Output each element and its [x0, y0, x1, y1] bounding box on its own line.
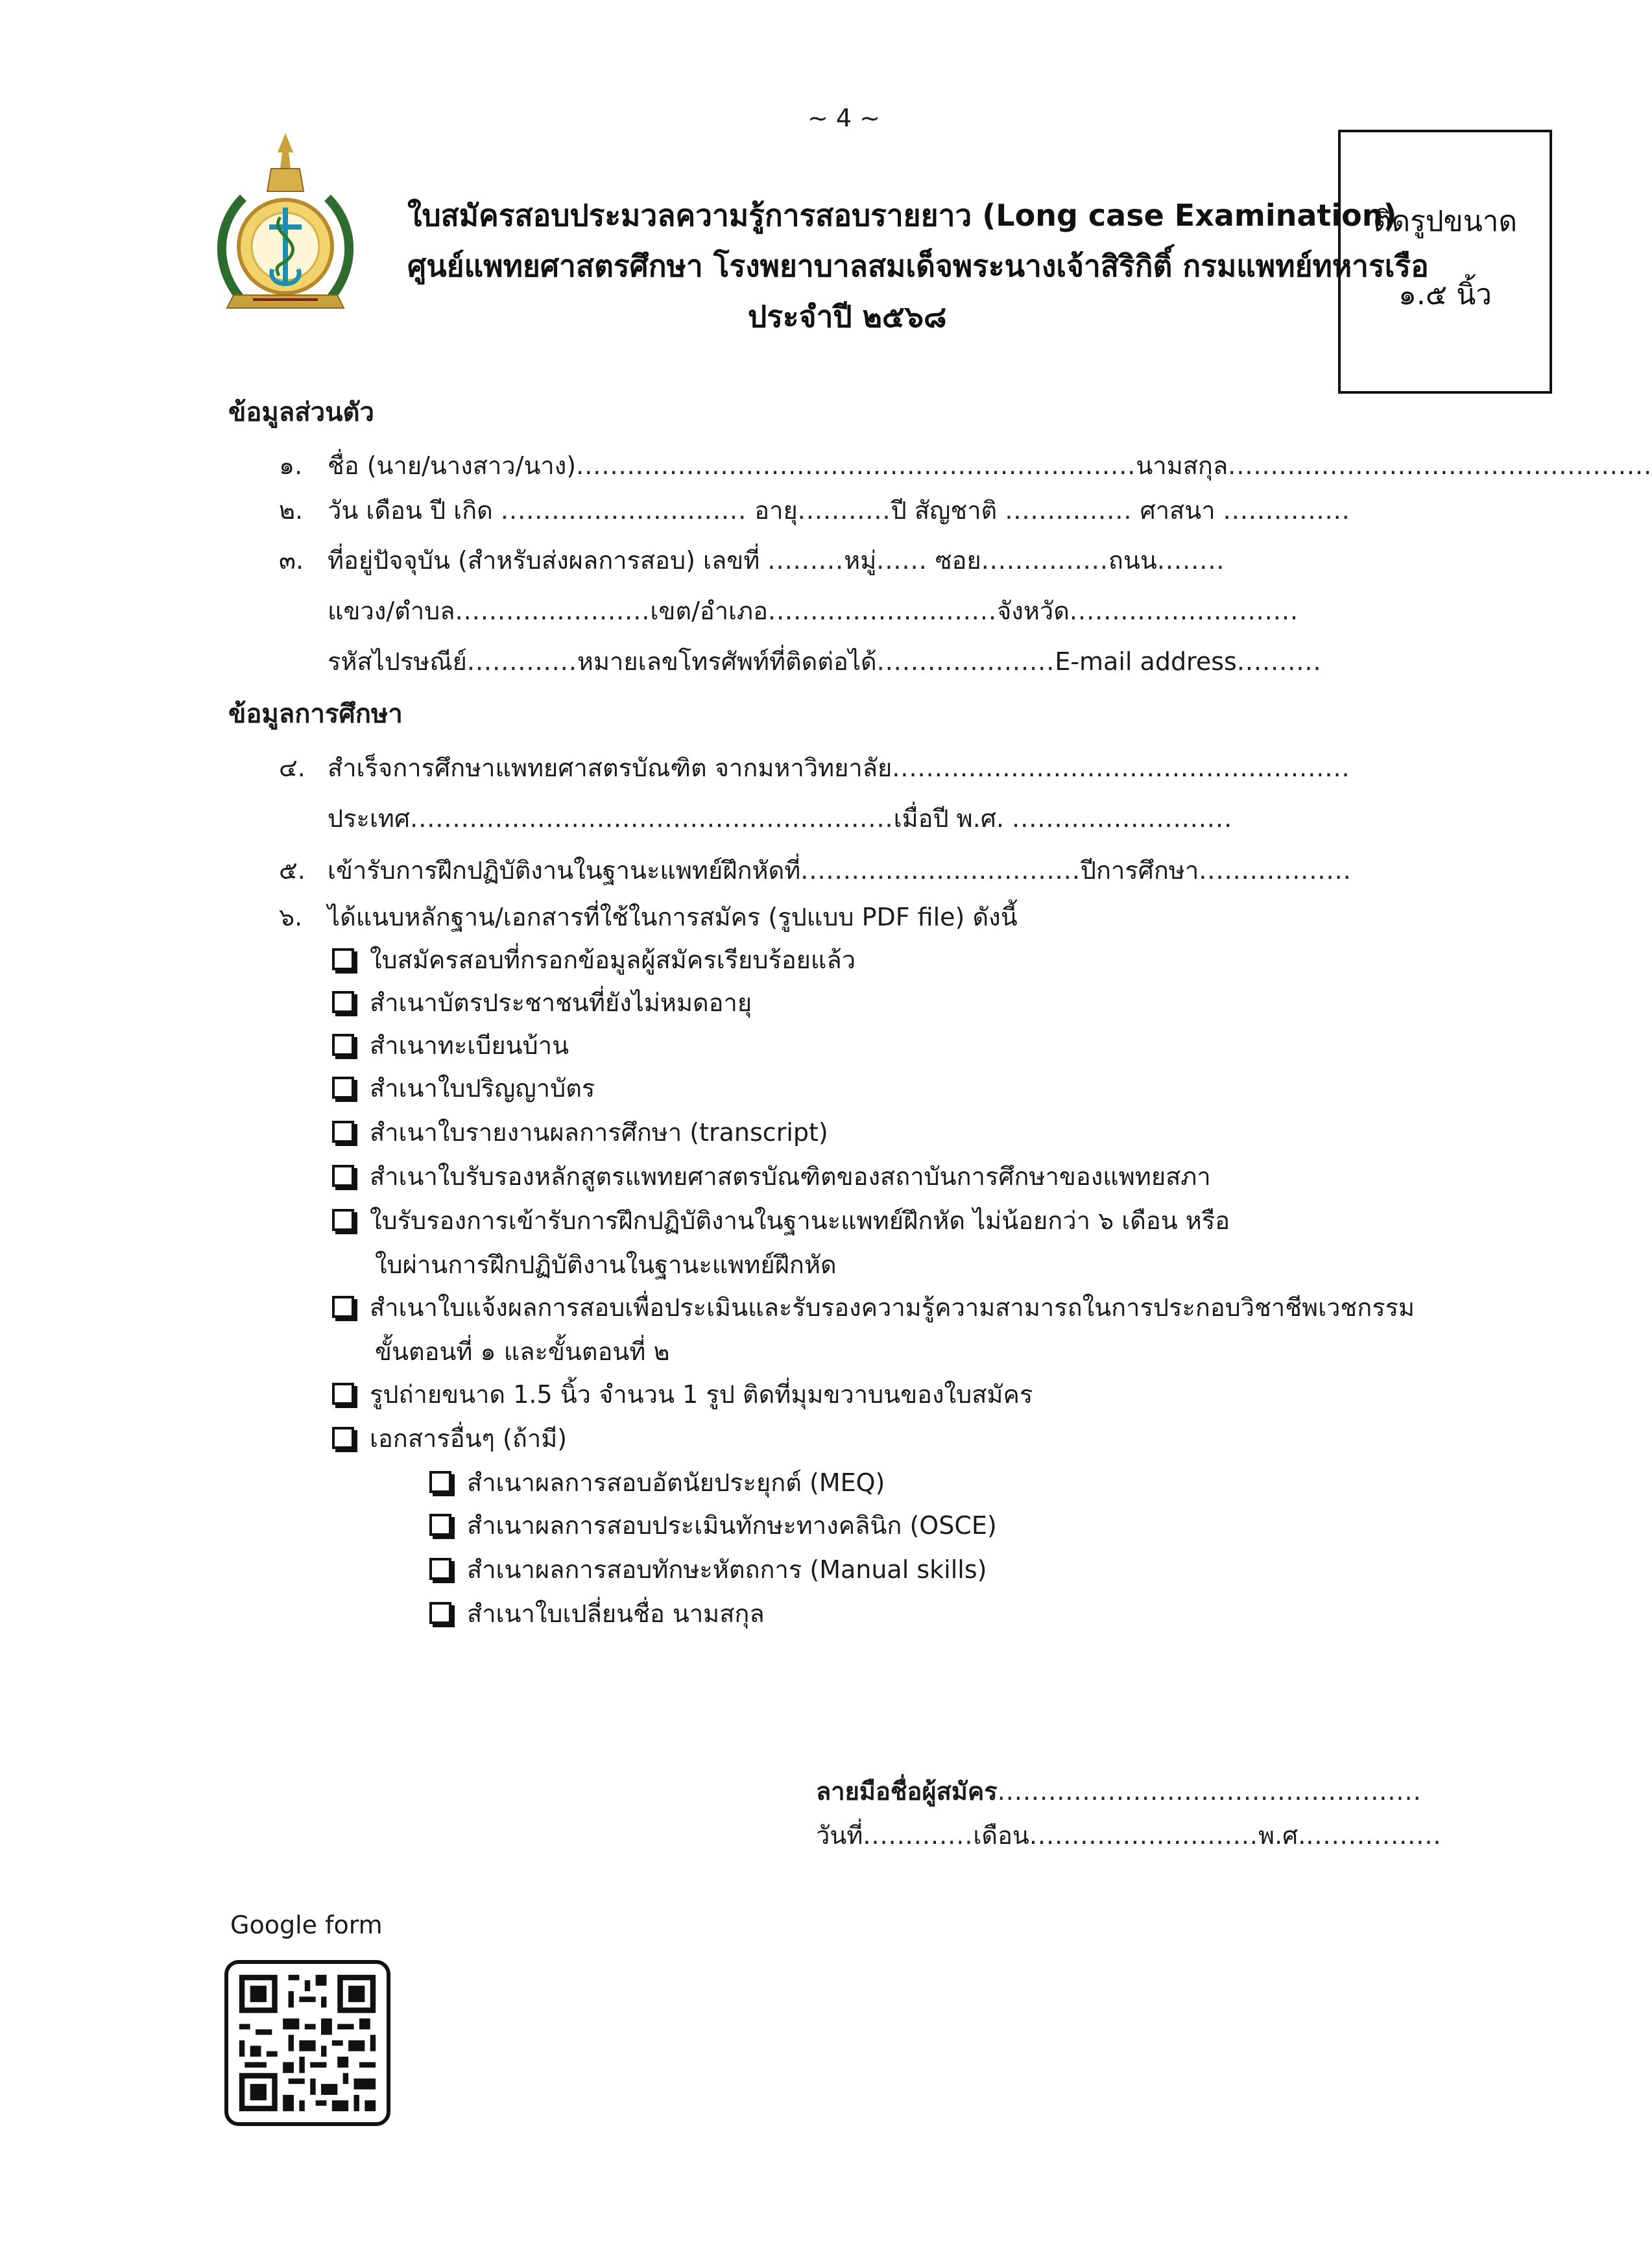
address-label: ที่อยู่ปัจจุบัน (สำหรับส่งผลการสอบ)	[328, 546, 695, 575]
religion-field[interactable]: ...............	[1223, 496, 1350, 525]
document-checkbox[interactable]	[332, 1427, 354, 1449]
road-label: ถนน	[1108, 546, 1157, 575]
dob-field[interactable]: .............................	[500, 496, 747, 525]
item-number-3: ๓.	[279, 546, 304, 575]
intern-row	[328, 855, 1352, 886]
document-item: ใบรับรองการเข้ารับการฝึกปฏิบัติงานในฐานะแพทย์ฝึกหัด ไม่น้อยกว่า ๖ เดือน หรือ	[370, 1206, 1230, 1235]
photo-size-label: ติดรูปขนาด	[1372, 205, 1518, 238]
moo-label: หมู่	[844, 546, 877, 575]
document-item: รูปถ่ายขนาด 1.5 นิ้ว จำนวน 1 รูป ติดที่มุมขวาบนของใบสมัคร	[370, 1380, 1033, 1409]
document-checkbox[interactable]	[332, 1121, 354, 1143]
province-label: จังหวัด	[997, 597, 1070, 625]
navy-medical-department-emblem-icon	[208, 130, 363, 318]
subdistrict-label: แขวง/ตำบล	[328, 597, 455, 625]
document-checkbox[interactable]	[332, 948, 354, 970]
qr-code-icon[interactable]	[224, 1960, 390, 2126]
photo-placeholder-box	[1338, 130, 1552, 394]
document-checkbox[interactable]	[332, 1165, 354, 1187]
email-label: E-mail address	[1055, 647, 1237, 676]
document-checkbox[interactable]	[332, 1034, 354, 1056]
document-checkbox[interactable]	[332, 1383, 354, 1405]
contact-row	[328, 646, 1322, 677]
signature-label: ลายมือชื่อผู้สมัคร	[816, 1777, 998, 1806]
country-row	[328, 803, 1232, 834]
document-checkbox[interactable]	[332, 1296, 354, 1318]
nationality-label: สัญชาติ	[914, 496, 998, 525]
year-label: พ.ศ.	[1258, 1821, 1306, 1850]
other-document-checkbox[interactable]	[429, 1471, 451, 1493]
other-document-item: สำเนาผลการสอบทักษะหัตถการ (Manual skills)	[467, 1555, 987, 1584]
attach-label: ได้แนบหลักฐาน/เอกสารที่ใช้ในการสมัคร (รูปแบบ PDF file) ดังนี้	[328, 903, 1018, 931]
dob-row	[328, 495, 1350, 526]
document-item: สำเนาทะเบียนบ้าน	[370, 1031, 569, 1060]
religion-label: ศาสนา	[1140, 496, 1215, 525]
institution-name: ศูนย์แพทยศาสตรศึกษา โรงพยาบาลสมเด็จพระนางเจ้าสิริกิติ์ กรมแพทย์ทหารเรือ	[407, 248, 1429, 283]
education-heading: ข้อมูลการศึกษา	[228, 699, 403, 729]
document-item: สำเนาใบปริญญาบัตร	[370, 1074, 595, 1103]
subdistrict-field[interactable]: .......................	[455, 597, 651, 625]
name-field[interactable]: ..................................................................	[576, 451, 1136, 480]
day-label: วันที่	[816, 1821, 863, 1850]
intern-label: เข้ารับการฝึกปฏิบัติงานในฐานะแพทย์ฝึกหัดที่	[328, 856, 801, 885]
district-label: เขต/อำเภอ	[650, 597, 768, 625]
soi-field[interactable]: ...............	[981, 546, 1108, 575]
surname-field[interactable]: ..................................................	[1228, 451, 1652, 480]
document-item: สำเนาใบรับรองหลักสูตรแพทยศาสตรบัณฑิตของสถาบันการศึกษาของแพทยสภา	[370, 1162, 1211, 1191]
qr-pattern	[228, 1964, 387, 2122]
personal-info-heading: ข้อมูลส่วนตัว	[228, 398, 374, 427]
form-year: ประจำปี ๒๕๖๘	[748, 299, 947, 334]
signature-field[interactable]: ..................................................	[997, 1777, 1422, 1806]
other-document-checkbox[interactable]	[429, 1602, 451, 1624]
house-no-field[interactable]: .........	[767, 546, 844, 575]
document-item: เอกสารอื่นๆ (ถ้ามี)	[370, 1424, 568, 1453]
other-document-item: สำเนาผลการสอบประเมินทักษะทางคลินิก (OSCE)	[467, 1511, 997, 1540]
date-row	[816, 1820, 1442, 1851]
document-item: สำเนาใบแจ้งผลการสอบเพื่อประเมินและรับรองความรู้ความสามารถในการประกอบวิชาชีพเวชกรรม	[370, 1293, 1415, 1322]
document-checkbox[interactable]	[332, 1077, 354, 1099]
intern-place-field[interactable]: .................................	[800, 856, 1081, 885]
soi-label: ซอย	[935, 546, 981, 575]
other-document-checkbox[interactable]	[429, 1514, 451, 1536]
item-number-5: ๕.	[279, 856, 305, 885]
item-number-2: ๒.	[279, 496, 304, 525]
country-field[interactable]: .........................................................	[410, 804, 894, 833]
graduate-label: สำเร็จการศึกษาแพทยศาสตรบัณฑิต จากมหาวิทยาลัย	[328, 754, 892, 782]
document-item-continued: ใบผ่านการฝึกปฏิบัติงานในฐานะแพทย์ฝึกหัด	[375, 1250, 837, 1279]
document-item: สำเนาบัตรประชาชนที่ยังไม่หมดอายุ	[370, 988, 752, 1017]
document-item: ใบสมัครสอบที่กรอกข้อมูลผู้สมัครเรียบร้อยแล้ว	[370, 946, 856, 974]
grad-year-field[interactable]: ..........................	[1012, 804, 1233, 833]
item-number-6: ๖.	[279, 903, 303, 931]
age-label: อายุ	[754, 496, 798, 525]
postcode-label: รหัสไปรษณีย์	[328, 647, 467, 676]
address-row	[328, 545, 1225, 576]
day-field[interactable]: .............	[863, 1821, 974, 1850]
surname-label: นามสกุล	[1136, 451, 1228, 480]
postcode-field[interactable]: .............	[466, 647, 577, 676]
document-item-continued: ขั้นตอนที่ ๑ และขั้นตอนที่ ๒	[375, 1337, 670, 1366]
other-document-checkbox[interactable]	[429, 1558, 451, 1580]
signature-row	[816, 1776, 1422, 1807]
academic-year-field[interactable]: ..................	[1199, 856, 1352, 885]
document-item: สำเนาใบรายงานผลการศึกษา (transcript)	[370, 1118, 828, 1147]
item-number-4: ๔.	[279, 754, 305, 782]
nationality-field[interactable]: ...............	[1005, 496, 1132, 525]
graduate-row	[328, 752, 1350, 783]
month-field[interactable]: ...........................	[1029, 1821, 1259, 1850]
photo-size-value: ๑.๕ นิ้ว	[1398, 278, 1492, 311]
other-document-item: สำเนาผลการสอบอัตนัยประยุกต์ (MEQ)	[467, 1468, 885, 1497]
dob-label: วัน เดือน ปี เกิด	[328, 496, 493, 525]
grad-year-label: เมื่อปี พ.ศ.	[893, 804, 1005, 833]
age-field[interactable]: ...........	[797, 496, 891, 525]
moo-field[interactable]: ......	[876, 546, 928, 575]
province-field[interactable]: ...........................	[1069, 597, 1299, 625]
name-row	[328, 450, 1652, 481]
google-form-label: Google form	[230, 1911, 383, 1939]
name-label: ชื่อ (นาย/นางสาว/นาง)	[328, 451, 577, 480]
phone-field[interactable]: .....................	[876, 647, 1055, 676]
form-title: ใบสมัครสอบประมวลความรู้การสอบรายยาว (Long case Examination)	[407, 198, 1397, 233]
house-no-label: เลขที่	[703, 546, 760, 575]
document-checkbox[interactable]	[332, 1209, 354, 1231]
month-label: เดือน	[973, 1821, 1029, 1850]
other-document-item: สำเนาใบเปลี่ยนชื่อ นามสกุล	[467, 1599, 765, 1628]
email-field[interactable]: ..........	[1236, 647, 1322, 676]
document-checkbox[interactable]	[332, 991, 354, 1013]
district-row	[328, 595, 1299, 627]
page-number: ~ 4 ~	[808, 104, 881, 132]
year-field[interactable]: ................	[1306, 1821, 1442, 1850]
academic-year-label: ปีการศึกษา	[1080, 856, 1199, 885]
country-label: ประเทศ	[328, 804, 411, 833]
university-field[interactable]: ......................................................	[892, 754, 1350, 782]
road-field[interactable]: ........	[1156, 546, 1225, 575]
phone-label: หมายเลขโทรศัพท์ที่ติดต่อได้	[577, 647, 877, 676]
district-field[interactable]: ...........................	[767, 597, 998, 625]
item-number-1: ๑.	[279, 451, 303, 480]
age-year-label: ปี	[891, 496, 907, 525]
